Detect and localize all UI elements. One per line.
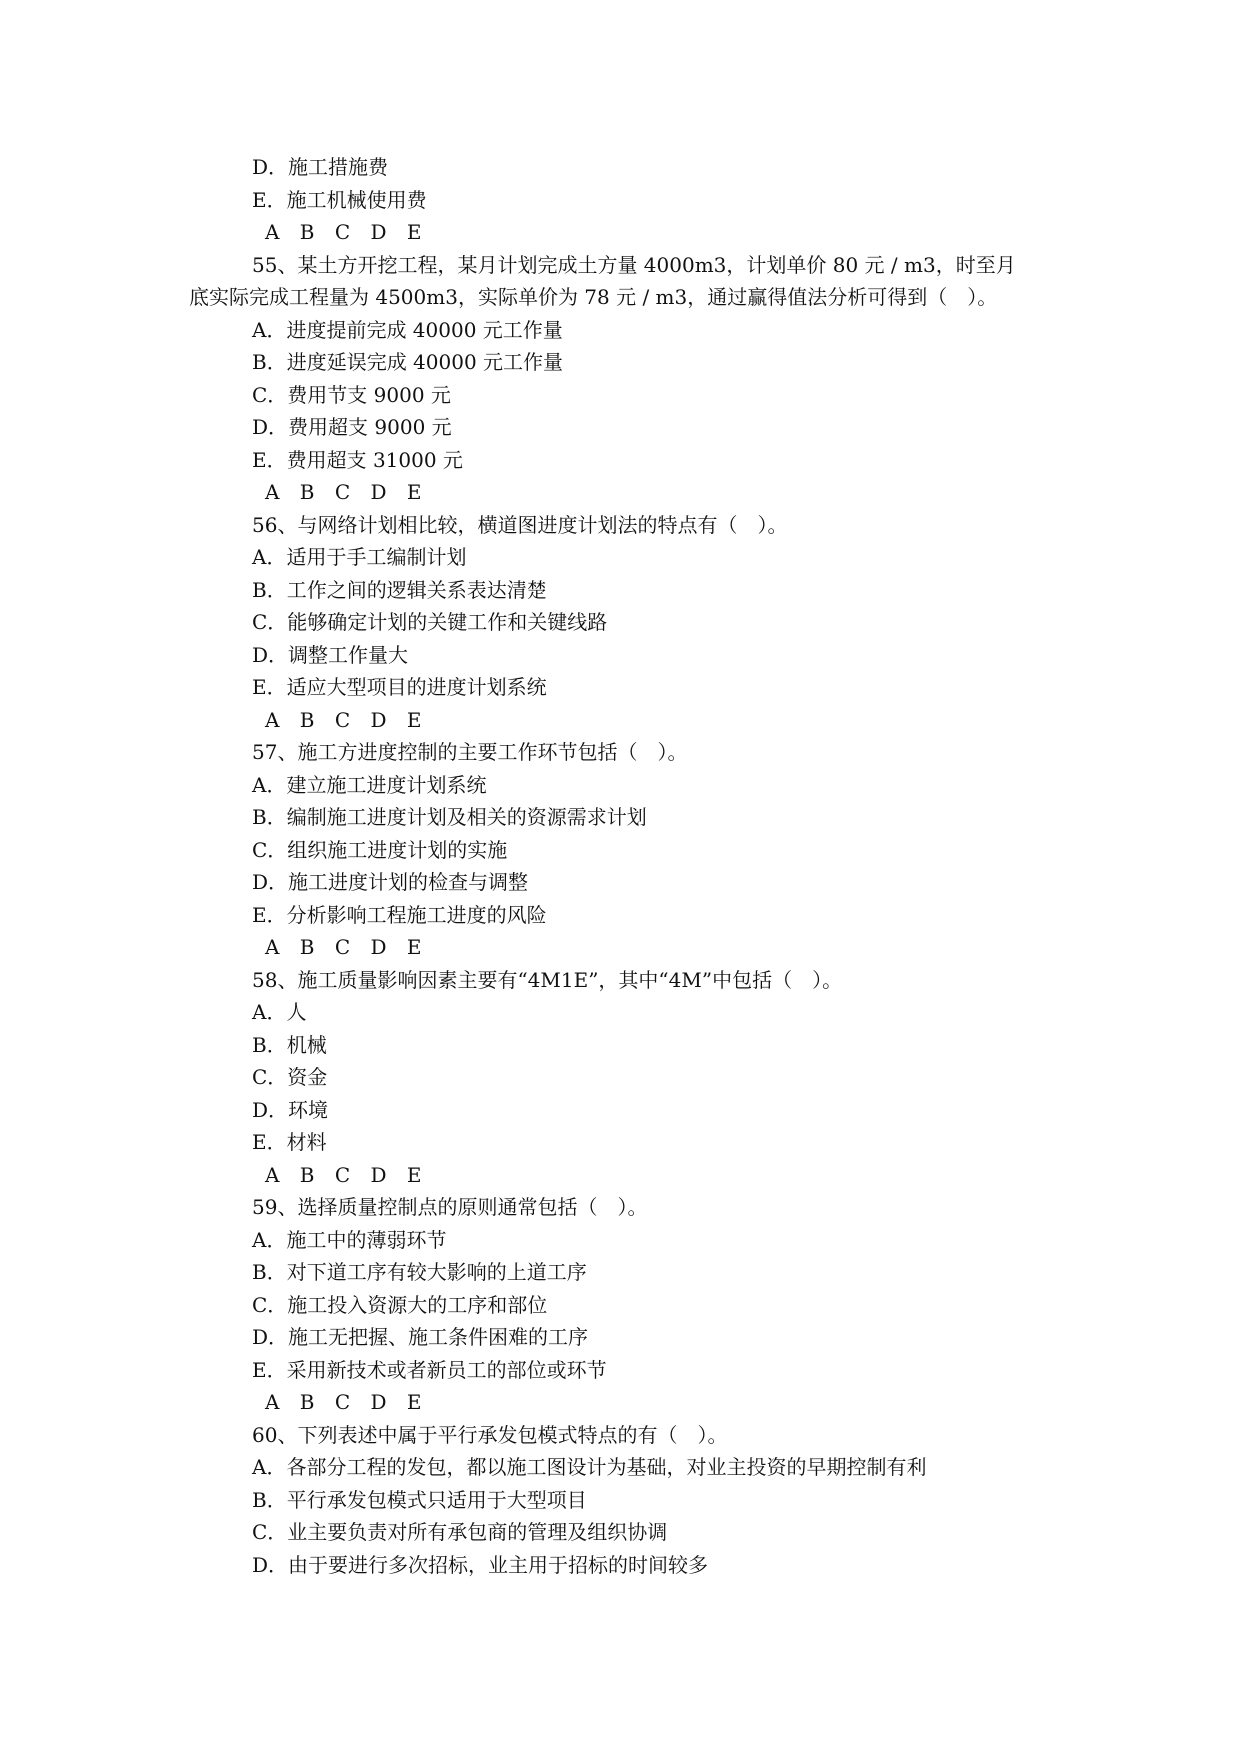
option-line: E．分析影响工程施工进度的风险: [252, 902, 547, 927]
answer-choices: A B C D E: [265, 1162, 423, 1187]
question-stem: 55、某土方开挖工程，某月计划完成土方量 4000m3，计划单价 80 元 / m3，时至月: [252, 252, 1016, 277]
option-line: C．组织施工进度计划的实施: [252, 837, 508, 862]
answer-choices: A B C D E: [265, 707, 423, 732]
option-line: B．对下道工序有较大影响的上道工序: [252, 1260, 587, 1284]
option-line: D．由于要进行多次招标，业主用于招标的时间较多: [252, 1552, 709, 1577]
option-line: E．采用新技术或者新员工的部位或环节: [252, 1357, 607, 1382]
option-line: A．建立施工进度计划系统: [252, 772, 487, 797]
option-line: C．施工投入资源大的工序和部位: [252, 1292, 548, 1317]
option-line: D．调整工作量大: [252, 642, 409, 667]
option-line: C．资金: [252, 1065, 328, 1089]
question-stem: 60、下列表述中属于平行承发包模式特点的有（ ）。: [252, 1422, 728, 1447]
question-stem: 58、施工质量影响因素主要有“4M1E”，其中“4M”中包括（ ）。: [252, 967, 843, 992]
option-line: A．进度提前完成 40000 元工作量: [252, 317, 563, 342]
option-line: C．费用节支 9000 元: [252, 382, 451, 407]
option-line: A．施工中的薄弱环节: [252, 1227, 447, 1252]
option-line: A．人: [252, 1000, 307, 1024]
option-line: D．施工进度计划的检查与调整: [252, 870, 529, 894]
option-line: A．各部分工程的发包，都以施工图设计为基础，对业主投资的早期控制有利: [252, 1455, 927, 1479]
option-line: E．材料: [252, 1130, 327, 1154]
option-line: D．环境: [252, 1097, 329, 1122]
option-line: B．机械: [252, 1032, 327, 1057]
option-line: B．编制施工进度计划及相关的资源需求计划: [252, 805, 647, 829]
option-line: B．进度延误完成 40000 元工作量: [252, 350, 564, 374]
answer-choices: A B C D E: [265, 220, 423, 244]
option-line: B．工作之间的逻辑关系表达清楚: [252, 577, 547, 602]
option-line: D．费用超支 9000 元: [252, 415, 452, 439]
question-stem: 59、选择质量控制点的原则通常包括（ ）。: [252, 1195, 648, 1219]
question-stem: 57、施工方进度控制的主要工作环节包括（ ）。: [252, 740, 688, 764]
option-line: E．适应大型项目的进度计划系统: [252, 675, 547, 699]
answer-choices: A B C D E: [265, 935, 423, 959]
question-stem: 56、与网络计划相比较，横道图进度计划法的特点有（ ）。: [252, 512, 788, 537]
option-line: E．施工机械使用费: [252, 187, 427, 212]
answer-choices: A B C D E: [265, 480, 423, 504]
option-line: C．业主要负责对所有承包商的管理及组织协调: [252, 1520, 668, 1544]
option-line: D．施工措施费: [252, 155, 389, 179]
question-stem-continued: 底实际完成工程量为 4500m3，实际单价为 78 元 / m3，通过赢得值法分析可得到（ ）。: [189, 285, 998, 309]
option-line: C．能够确定计划的关键工作和关键线路: [252, 610, 608, 634]
answer-choices: A B C D E: [265, 1390, 423, 1414]
option-line: A．适用于手工编制计划: [252, 545, 467, 569]
question-list: [189, 151, 1069, 1581]
option-line: D．施工无把握、施工条件困难的工序: [252, 1325, 589, 1349]
option-line: E．费用超支 31000 元: [252, 447, 463, 472]
option-line: B．平行承发包模式只适用于大型项目: [252, 1487, 587, 1512]
